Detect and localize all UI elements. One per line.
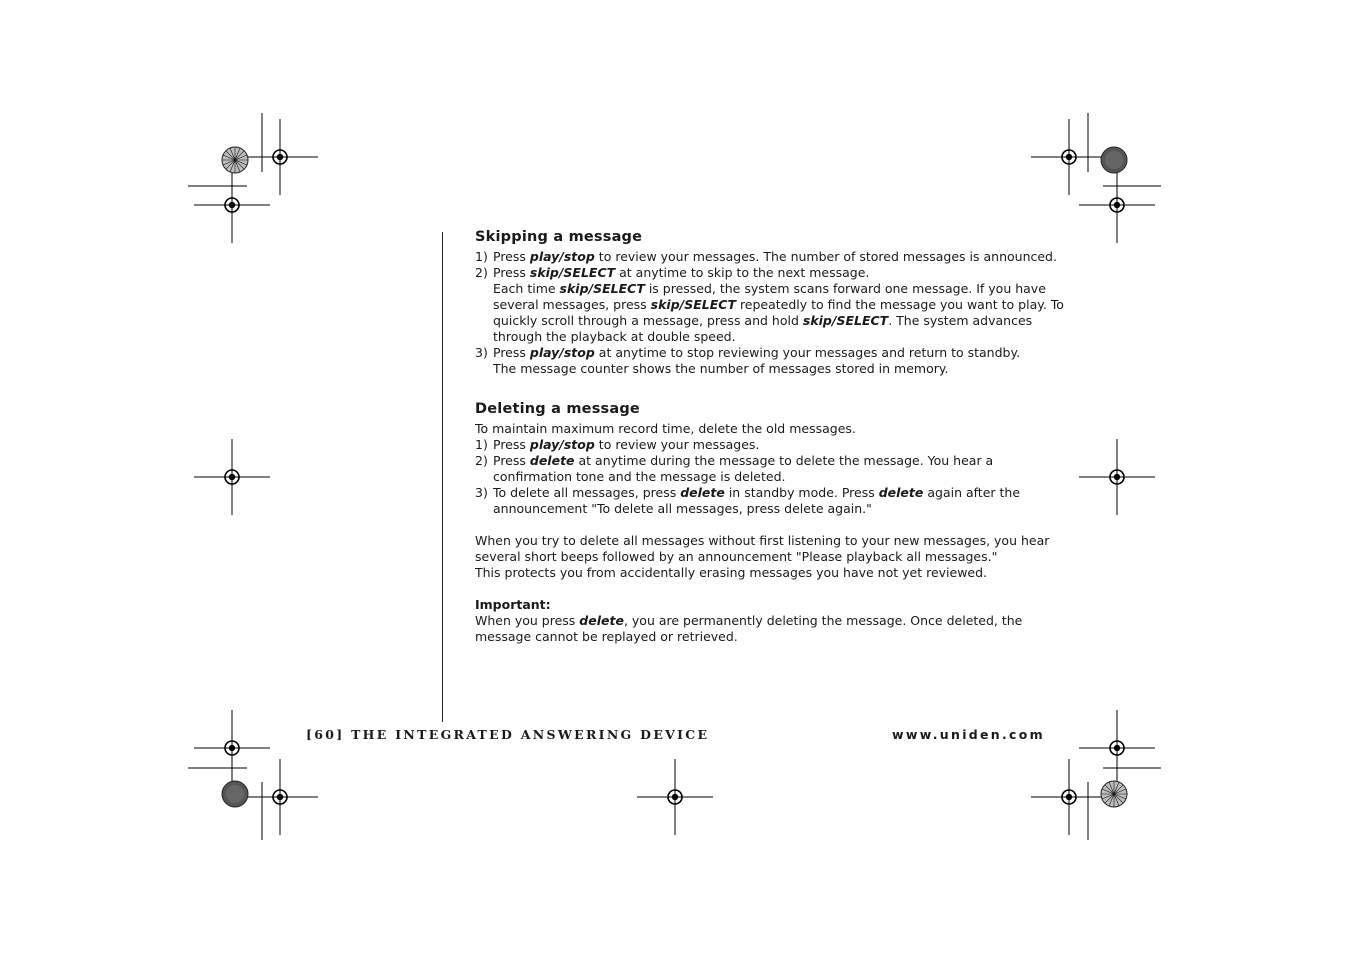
key-name: play/stop — [529, 249, 595, 264]
intro-text: To maintain maximum record time, delete the old messages. — [475, 421, 856, 436]
text: , you are permanently deleting the message. Once deleted, the message cannot be replayed or retrieved. — [475, 613, 1023, 644]
list-item — [475, 265, 1075, 345]
key-name: skip/SELECT — [802, 313, 889, 328]
section-heading-skipping: Skipping a message — [475, 229, 643, 245]
list-number: 2) — [475, 265, 488, 280]
key-name: skip/SELECT — [529, 265, 616, 280]
footer-page-title: [60] THE INTEGRATED ANSWERING DEVICE — [306, 727, 710, 742]
list-item — [475, 345, 1075, 377]
key-name: skip/SELECT — [650, 297, 736, 312]
important-label: Important: — [475, 597, 551, 612]
list-number: 1) — [475, 249, 488, 264]
text: Press — [493, 265, 530, 280]
important-note — [475, 613, 1075, 645]
section-heading-deleting: Deleting a message — [475, 401, 640, 417]
list-number: 3) — [475, 485, 488, 500]
page-content — [475, 227, 1075, 645]
text: at anytime during the message to delete the message. You hear a confirmation tone and the message is deleted. — [493, 453, 994, 484]
text: Press — [493, 453, 530, 468]
key-name: play/stop — [529, 437, 595, 452]
list-item — [475, 437, 1075, 453]
list-number: 1) — [475, 437, 488, 452]
text: . The system advances through the playback at double speed. — [493, 313, 1033, 344]
text: at anytime to stop reviewing your messages and return to standby. — [594, 345, 1021, 360]
text: Press — [493, 345, 530, 360]
text: When you press — [475, 613, 580, 628]
text: To delete all messages, press — [493, 485, 681, 500]
text: at anytime to skip to the next message. — [615, 265, 870, 280]
key-name: delete — [579, 613, 624, 628]
footer-website: www.uniden.com — [892, 727, 1045, 742]
text: in standby mode. Press — [724, 485, 879, 500]
key-name: play/stop — [529, 345, 595, 360]
text: again after the announcement "To delete all messages, press delete again." — [493, 485, 1021, 516]
list-item — [475, 485, 1075, 517]
text: is pressed, the system scans forward one message. If you have several messages, press — [493, 281, 1046, 312]
text: to review your messages. — [594, 437, 760, 452]
paragraph: This protects you from accidentally erasing messages you have not yet reviewed. — [475, 565, 988, 580]
list-number: 3) — [475, 345, 488, 360]
text: Press — [493, 249, 530, 264]
key-name: delete — [878, 485, 924, 500]
list-item — [475, 249, 1075, 265]
list-item — [475, 453, 1075, 485]
paragraph: When you try to delete all messages without first listening to your new messages, you hear several short beeps followed by an announcement "Please playback all messages." — [475, 533, 1050, 564]
text: Each time — [493, 281, 560, 296]
text: to review your messages. The number of stored messages is announced. — [594, 249, 1057, 264]
key-name: skip/SELECT — [559, 281, 645, 296]
key-name: delete — [529, 453, 575, 468]
text: The message counter shows the number of messages stored in memory. — [493, 361, 949, 376]
key-name: delete — [680, 485, 725, 500]
text: Press — [493, 437, 530, 452]
text: repeatedly to find the message you want to play. To quickly scroll through a message, press and hold — [493, 297, 1064, 328]
column-divider — [442, 232, 443, 722]
list-number: 2) — [475, 453, 488, 468]
